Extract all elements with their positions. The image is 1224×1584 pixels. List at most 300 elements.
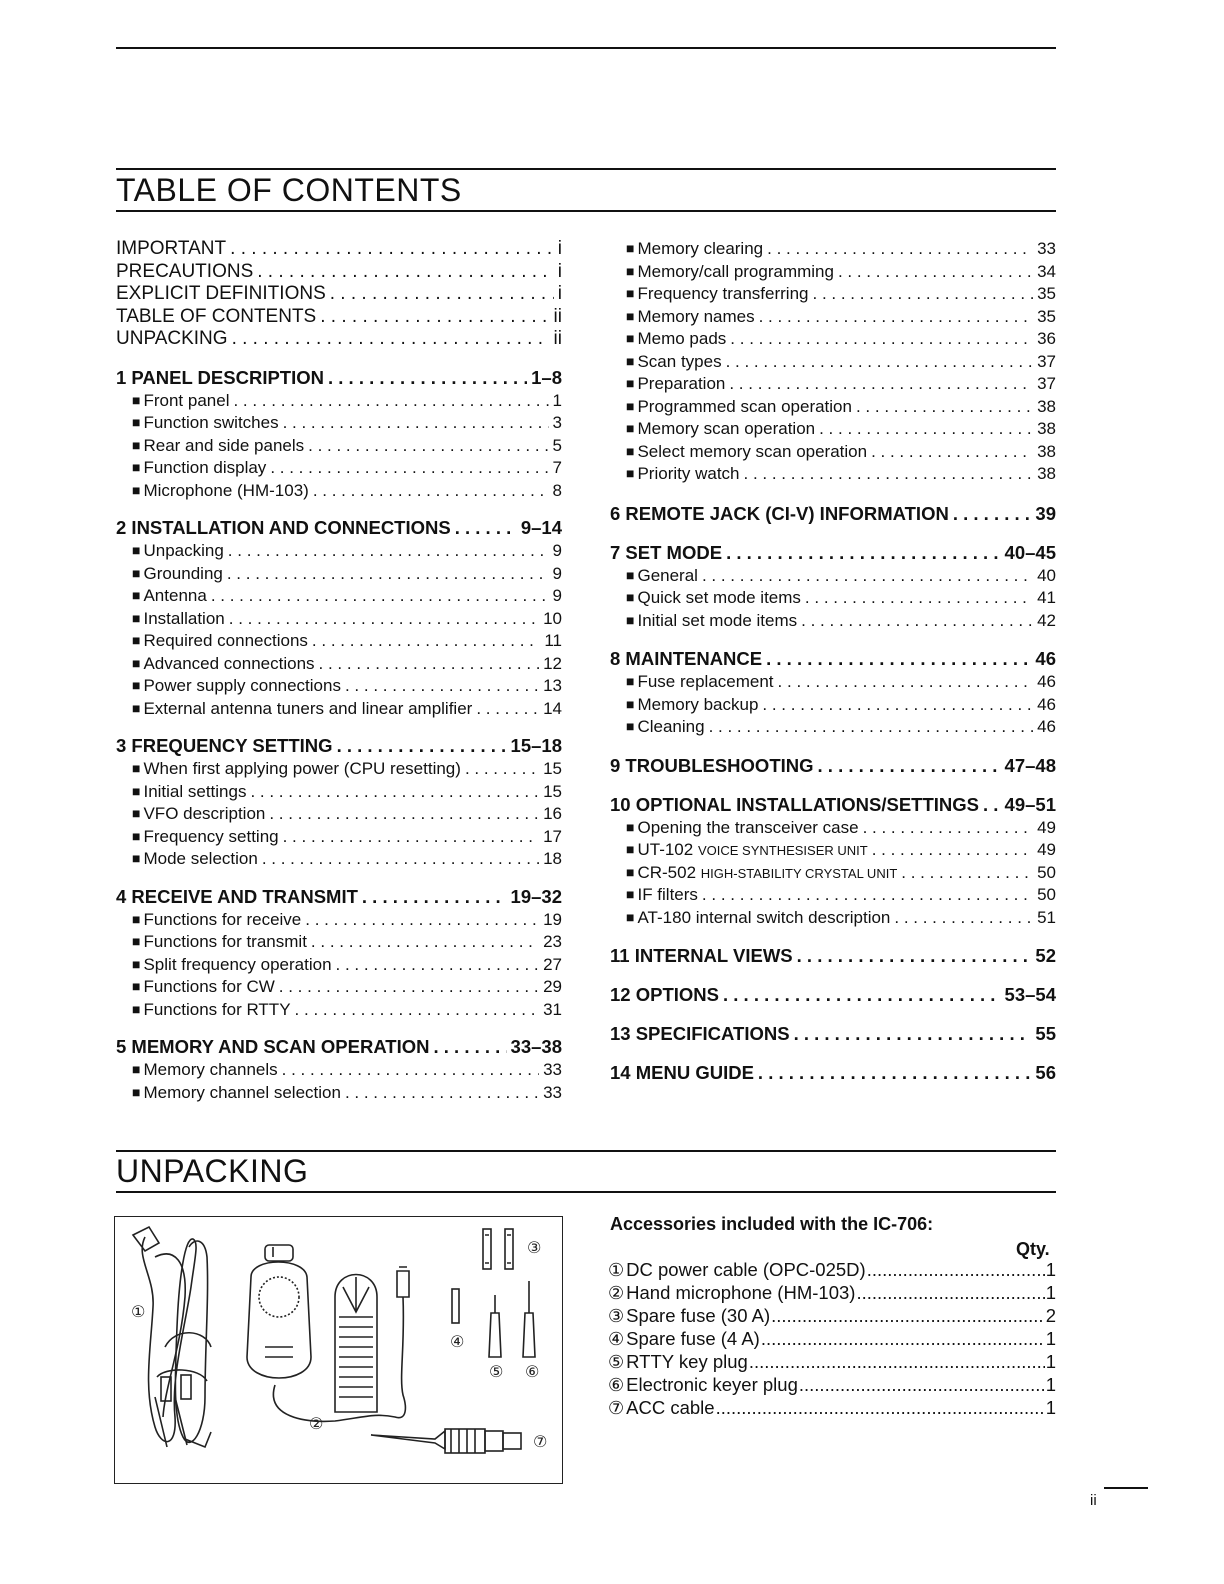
toc-entry[interactable] (116, 436, 562, 459)
toc-entry-title-text: Functions for transmit (143, 932, 307, 951)
toc-entry-title (116, 367, 324, 389)
dot-leader (894, 908, 1033, 928)
toc-entry[interactable] (610, 464, 1056, 487)
toc-entry-page: 38 (1037, 396, 1056, 416)
toc-entry-title (116, 735, 333, 757)
dot-leader (801, 611, 1033, 631)
toc-entry-title (626, 284, 809, 304)
toc-entry-title (626, 908, 890, 928)
dot-leader (771, 1305, 1045, 1327)
dot-leader (805, 588, 1033, 608)
toc-entry[interactable] (610, 818, 1056, 841)
toc-entry-title-text: Microphone (HM-103) (143, 480, 309, 500)
toc-entry[interactable] (116, 261, 562, 284)
toc-entry-title-text: Power supply connections (143, 676, 341, 695)
toc-entry-page: 12 (543, 653, 562, 673)
toc-entry[interactable] (116, 541, 562, 564)
dot-leader (749, 1351, 1045, 1373)
acc-cable-drawing (371, 1429, 521, 1453)
toc-entry-title (116, 886, 358, 908)
toc-entry-title-text: Function switches (143, 413, 279, 432)
toc-entry[interactable] (610, 262, 1056, 285)
toc-entry-page: 23 (543, 932, 562, 951)
dot-leader (227, 564, 549, 584)
toc-entry-title-text: General (637, 565, 698, 585)
toc-entry-title (132, 564, 223, 584)
dot-leader (455, 517, 517, 539)
figure-label-2: ② (309, 1414, 324, 1433)
toc-entry-title (116, 238, 226, 260)
toc-entry-title-text: UNPACKING (116, 328, 228, 349)
toc-entry-title (116, 261, 253, 283)
toc-entry-title-text: Functions for CW (143, 977, 275, 996)
toc-entry-title-text: 7 SET MODE (610, 541, 723, 563)
toc-entry[interactable] (610, 442, 1056, 465)
toc-entry[interactable] (116, 306, 562, 329)
toc-right-continued-items (610, 239, 1056, 487)
toc-entry-page: 9 (552, 541, 562, 560)
dot-leader (320, 306, 549, 328)
dot-leader (233, 391, 548, 411)
toc-entry-title (610, 503, 949, 525)
toc-entry-title (132, 910, 301, 930)
toc-entry[interactable] (610, 239, 1056, 262)
toc-entry-title (132, 391, 229, 411)
toc-entry-page: 38 (1037, 464, 1056, 483)
toc-entry-title (132, 586, 207, 606)
toc-entry-page: 56 (1035, 1062, 1056, 1083)
toc-chapter-heading[interactable] (116, 367, 562, 391)
dot-leader (283, 413, 549, 433)
toc-entry-page: 46 (1035, 648, 1056, 669)
toc-entry[interactable] (610, 374, 1056, 397)
toc-entry-title-text: AT-180 internal switch description (637, 907, 891, 927)
toc-entry-page: 38 (1037, 441, 1056, 461)
toc-entry[interactable] (116, 910, 562, 933)
toc-entry[interactable] (610, 611, 1056, 634)
toc-entry-title (610, 755, 814, 777)
dot-leader (295, 1000, 540, 1020)
toc-entry-title (132, 1000, 291, 1020)
toc-right-column (610, 239, 1056, 1086)
top-rule (116, 47, 1056, 49)
toc-entry-title (116, 283, 326, 305)
dot-leader (279, 977, 539, 997)
accessory-item (608, 1282, 1056, 1305)
accessory-name: Spare fuse (4 A) (626, 1328, 760, 1349)
toc-entry-page: 17 (543, 826, 562, 846)
toc-chapter-heading[interactable] (116, 1036, 562, 1060)
toc-entry-title-text: Advanced connections (143, 653, 315, 673)
accessories-qty-header: Qty. (1016, 1239, 1050, 1259)
toc-entry[interactable] (116, 609, 562, 632)
toc-entry[interactable] (116, 481, 562, 504)
toc-right-chapters (610, 503, 1056, 1087)
toc-entry[interactable] (116, 782, 562, 805)
toc-entry-subtitle: VOICE SYNTHESISER UNIT (697, 843, 868, 858)
toc-entry[interactable] (116, 1083, 562, 1106)
hand-microphone-drawing (247, 1245, 409, 1421)
toc-chapter-heading[interactable] (116, 517, 562, 541)
toc-entry-title (116, 328, 228, 350)
toc-entry-title-text: Grounding (143, 563, 223, 583)
toc-entry-page: 47–48 (1004, 754, 1056, 776)
toc-chapter-heading[interactable] (610, 1062, 1056, 1086)
toc-entry-title-text: IF filters (637, 885, 698, 904)
toc-entry[interactable] (610, 885, 1056, 908)
toc-entry-page: 9 (552, 563, 562, 583)
toc-entry-title (610, 542, 722, 564)
toc-entry[interactable] (116, 654, 562, 677)
toc-section-title: TABLE OF CONTENTS (116, 172, 462, 208)
dot-leader (758, 1062, 1032, 1084)
toc-entry-page: ii (553, 328, 562, 349)
toc-entry[interactable] (610, 284, 1056, 307)
accessory-item (608, 1397, 1056, 1420)
toc-entry[interactable] (116, 1060, 562, 1083)
toc-entry[interactable] (116, 238, 562, 261)
toc-entry-title (626, 464, 740, 484)
dot-leader (709, 717, 1034, 737)
toc-entry[interactable] (116, 977, 562, 1000)
accessory-number: ④ (608, 1329, 625, 1349)
toc-entry-title-text: Memory names (637, 306, 755, 326)
dot-leader (702, 885, 1033, 905)
toc-entry-title (626, 329, 726, 349)
toc-entry-page: 50 (1037, 885, 1056, 904)
toc-left-chapters (116, 367, 562, 1106)
toc-entry-page: 13 (543, 676, 562, 695)
toc-entry[interactable] (610, 863, 1056, 886)
toc-entry-title (132, 1083, 341, 1103)
toc-entry-title-text: External antenna tuners and linear amplifier (143, 698, 473, 718)
toc-entry-title-text: 9 TROUBLESHOOTING (610, 754, 814, 776)
toc-entry-title-text: Functions for receive (143, 909, 302, 929)
dot-leader (730, 329, 1033, 349)
toc-entry-title-text: 3 FREQUENCY SETTING (116, 735, 333, 756)
toc-entry-page: 29 (543, 977, 562, 996)
toc-entry-page: 53–54 (1004, 984, 1056, 1005)
toc-entry-title (626, 262, 834, 282)
dot-leader (726, 542, 1000, 564)
figure-label-4: ④ (450, 1332, 465, 1351)
toc-entry-title-text: When first applying power (CPU resetting) (143, 759, 461, 778)
toc-entry-title-text: Function display (143, 458, 267, 477)
accessory-item (608, 1351, 1056, 1374)
accessory-number: ③ (608, 1306, 625, 1326)
dot-leader (232, 328, 550, 350)
toc-entry-title (132, 654, 315, 674)
toc-entry-page: 10 (543, 608, 562, 628)
spare-fuse-30a-drawing (483, 1229, 513, 1269)
toc-chapter-heading[interactable] (610, 1023, 1056, 1047)
toc-entry-title-text: UT-102 (637, 840, 698, 859)
toc-entry-title (626, 863, 897, 883)
toc-entry[interactable] (116, 849, 562, 872)
toc-entry[interactable] (116, 391, 562, 414)
toc-entry-title (610, 984, 719, 1006)
dot-leader (262, 849, 539, 869)
toc-entry[interactable] (116, 586, 562, 609)
toc-entry-page: 50 (1037, 862, 1056, 882)
toc-entry-page: 51 (1037, 907, 1056, 927)
toc-entry-title (132, 759, 461, 779)
toc-entry-title (626, 239, 763, 259)
toc-chapter-heading[interactable] (610, 503, 1056, 527)
accessory-name: Spare fuse (30 A) (626, 1305, 771, 1326)
dot-leader (345, 676, 539, 696)
toc-entry-title (610, 648, 762, 670)
toc-chapter-heading[interactable] (116, 886, 562, 910)
toc-entry-title-text: Memory scan operation (637, 419, 816, 438)
dot-leader (250, 782, 539, 802)
toc-entry-title-text: 14 MENU GUIDE (610, 1062, 754, 1083)
dot-leader (726, 352, 1034, 372)
toc-entry-page: 35 (1037, 284, 1056, 303)
dot-leader (229, 609, 539, 629)
figure-label-6: ⑥ (525, 1362, 540, 1381)
dot-leader (282, 1060, 539, 1080)
dot-leader (362, 886, 507, 908)
toc-entry-page: 46 (1037, 694, 1056, 714)
dot-leader (328, 367, 527, 389)
toc-entry-page: 1–8 (531, 366, 562, 388)
toc-entry-title (132, 481, 309, 501)
toc-entry[interactable] (116, 699, 562, 722)
dot-leader (702, 566, 1033, 586)
toc-entry-title (132, 804, 265, 824)
accessory-number: ⑦ (608, 1398, 625, 1418)
toc-entry-page: 27 (543, 954, 562, 974)
toc-entry[interactable] (610, 908, 1056, 931)
toc-entry[interactable] (610, 419, 1056, 442)
dot-leader (305, 910, 539, 930)
toc-entry-title (132, 849, 258, 869)
toc-entry-page: 11 (544, 631, 562, 650)
dot-leader (863, 818, 1033, 838)
toc-entry-title-text: Split frequency operation (143, 954, 332, 974)
dc-power-cable-drawing (133, 1227, 211, 1447)
toc-entry-page: 5 (552, 435, 562, 455)
toc-entry-title-text: Frequency setting (143, 826, 279, 846)
dot-leader (729, 374, 1033, 394)
unpacking-top-rule (116, 1150, 1056, 1152)
toc-entry-page: 36 (1037, 329, 1056, 348)
dot-leader (257, 261, 554, 283)
toc-chapter-heading[interactable] (610, 794, 1056, 818)
toc-entry-page: 19–32 (510, 885, 562, 907)
toc-entry-page: 49–51 (1004, 793, 1056, 815)
figure-label-5: ⑤ (489, 1362, 504, 1381)
toc-entry-title (610, 1023, 790, 1045)
toc-entry[interactable] (116, 676, 562, 699)
toc-left-column (116, 238, 562, 1105)
toc-entry-title-text: Memory backup (637, 694, 759, 714)
toc-chapter-heading[interactable] (116, 735, 562, 759)
toc-entry-title (626, 352, 722, 372)
toc-entry[interactable] (610, 397, 1056, 420)
dot-leader (312, 631, 540, 651)
dot-leader (794, 1023, 1032, 1045)
toc-entry-page: 55 (1035, 1023, 1056, 1044)
figure-label-7: ⑦ (533, 1432, 548, 1451)
toc-entry-title (132, 413, 279, 433)
toc-entry-title (610, 794, 979, 816)
accessories-drawing (115, 1217, 562, 1483)
toc-entry[interactable] (116, 413, 562, 436)
dot-leader (838, 262, 1033, 282)
dot-leader (283, 827, 539, 847)
dot-leader (465, 759, 539, 779)
toc-entry-title-text: Fuse replacement (637, 672, 774, 691)
toc-entry-title-text: 13 SPECIFICATIONS (610, 1023, 790, 1044)
toc-entry-title (626, 818, 859, 838)
accessory-item (608, 1259, 1056, 1282)
toc-entry[interactable] (610, 717, 1056, 740)
toc-entry-page: 49 (1037, 840, 1056, 859)
toc-entry[interactable] (610, 588, 1056, 611)
toc-entry-page: 40 (1037, 565, 1056, 585)
toc-entry-page: 37 (1037, 374, 1056, 393)
toc-entry-title (626, 885, 698, 905)
toc-entry-page: 42 (1037, 610, 1056, 630)
toc-entry-title-text: Memory/call programming (637, 261, 834, 281)
toc-entry[interactable] (116, 804, 562, 827)
dot-leader (228, 541, 549, 561)
toc-chapter-heading[interactable] (610, 542, 1056, 566)
toc-entry-title (132, 541, 224, 561)
dot-leader (434, 1036, 507, 1058)
toc-entry-title (132, 609, 225, 629)
toc-entry-title (626, 588, 801, 608)
toc-top-rule (116, 168, 1056, 170)
toc-entry[interactable] (610, 352, 1056, 375)
toc-entry-page: 19 (543, 909, 562, 929)
accessory-qty: 1 (1045, 1282, 1056, 1303)
toc-entry-title-text: IMPORTANT (116, 238, 227, 259)
toc-entry-title-text: 8 MAINTENANCE (610, 648, 763, 669)
toc-entry-page: 31 (543, 999, 562, 1019)
accessory-qty: 1 (1045, 1374, 1056, 1395)
toc-entry-title (626, 717, 705, 737)
toc-entry[interactable] (610, 329, 1056, 352)
toc-entry-page: 7 (552, 458, 562, 477)
toc-entry-title (132, 955, 332, 975)
toc-chapter-heading[interactable] (610, 755, 1056, 779)
toc-entry-title-text: EXPLICIT DEFINITIONS (116, 283, 326, 304)
toc-entry[interactable] (610, 695, 1056, 718)
toc-entry-title-text: Select memory scan operation (637, 441, 868, 461)
toc-entry-title (626, 374, 725, 394)
toc-entry-page: 33 (543, 1060, 562, 1079)
accessory-name: RTTY key plug (626, 1351, 748, 1372)
toc-entry[interactable] (116, 1000, 562, 1023)
dot-leader (230, 238, 554, 260)
toc-chapter-heading[interactable] (610, 945, 1056, 969)
toc-entry[interactable] (116, 458, 562, 481)
toc-chapter-heading[interactable] (610, 984, 1056, 1008)
toc-entry[interactable] (610, 566, 1056, 589)
dot-leader (856, 397, 1033, 417)
toc-entry-title-text: Quick set mode items (637, 588, 801, 607)
toc-entry-page: 1 (552, 390, 562, 410)
dot-leader (311, 932, 539, 952)
dot-leader (813, 284, 1034, 304)
toc-entry-title-text: 11 INTERNAL VIEWS (610, 945, 793, 966)
dot-leader (270, 458, 548, 478)
unpacking-section-title: UNPACKING (116, 1153, 309, 1189)
toc-entry-title-text: Memory channel selection (143, 1082, 341, 1102)
toc-entry-title-text: Memo pads (637, 329, 727, 348)
toc-entry[interactable] (610, 672, 1056, 695)
accessory-qty: 2 (1045, 1305, 1056, 1326)
toc-entry[interactable] (116, 932, 562, 955)
toc-entry-page: 39 (1035, 502, 1056, 524)
accessory-name: ACC cable (626, 1397, 715, 1418)
dot-leader (872, 840, 1033, 860)
toc-entry-title (626, 419, 815, 439)
toc-entry-page: 15–18 (510, 735, 562, 756)
toc-entry-page: 9–14 (520, 517, 562, 538)
toc-entry-page: 34 (1037, 261, 1056, 281)
toc-entry-page: 33 (543, 1082, 562, 1102)
toc-entry-title-text: VFO description (143, 804, 266, 823)
toc-entry-title-text: Mode selection (143, 849, 258, 868)
toc-entry-page: 16 (543, 804, 562, 823)
toc-entry-page: i (557, 283, 562, 304)
toc-entry-title (132, 458, 266, 478)
toc-entry-page: i (557, 260, 562, 282)
accessory-number: ② (608, 1283, 625, 1303)
toc-entry[interactable] (116, 283, 562, 306)
toc-entry[interactable] (610, 307, 1056, 330)
dot-leader (336, 955, 540, 975)
toc-entry-title (132, 631, 308, 651)
toc-entry-title-text: PRECAUTIONS (116, 260, 254, 282)
accessory-number: ① (608, 1260, 625, 1280)
unpacking-bottom-rule (116, 1191, 1056, 1193)
page-number-rule (1104, 1487, 1148, 1489)
accessory-name: Electronic keyer plug (626, 1374, 798, 1395)
toc-entry-page: 35 (1037, 306, 1056, 326)
toc-entry-title-text: CR-502 (637, 862, 701, 882)
toc-entry[interactable] (116, 827, 562, 850)
toc-entry[interactable] (610, 840, 1056, 863)
accessory-item (608, 1305, 1056, 1328)
figure-label-1: ① (131, 1302, 146, 1321)
toc-entry[interactable] (116, 955, 562, 978)
toc-entry-title-text: 2 INSTALLATION AND CONNECTIONS (116, 517, 451, 538)
rtty-key-plug-drawing (489, 1295, 501, 1357)
dot-leader (744, 464, 1034, 484)
dot-leader (799, 1374, 1045, 1396)
toc-entry-title-text: Opening the transceiver case (637, 817, 859, 837)
toc-entry[interactable] (116, 759, 562, 782)
toc-entry-page: 8 (552, 480, 562, 500)
toc-entry-page: 33 (1037, 239, 1056, 258)
accessories-list (608, 1259, 1056, 1420)
toc-entry-title (132, 977, 275, 997)
dot-leader (901, 863, 1033, 883)
toc-entry[interactable] (116, 564, 562, 587)
toc-chapter-heading[interactable] (610, 648, 1056, 672)
toc-entry-page: i (557, 238, 562, 259)
toc-entry-title-text: Unpacking (143, 541, 224, 560)
toc-entry[interactable] (116, 631, 562, 654)
dot-leader (819, 419, 1033, 439)
toc-entry-title-text: Front panel (143, 390, 230, 410)
toc-entry[interactable] (116, 328, 562, 351)
